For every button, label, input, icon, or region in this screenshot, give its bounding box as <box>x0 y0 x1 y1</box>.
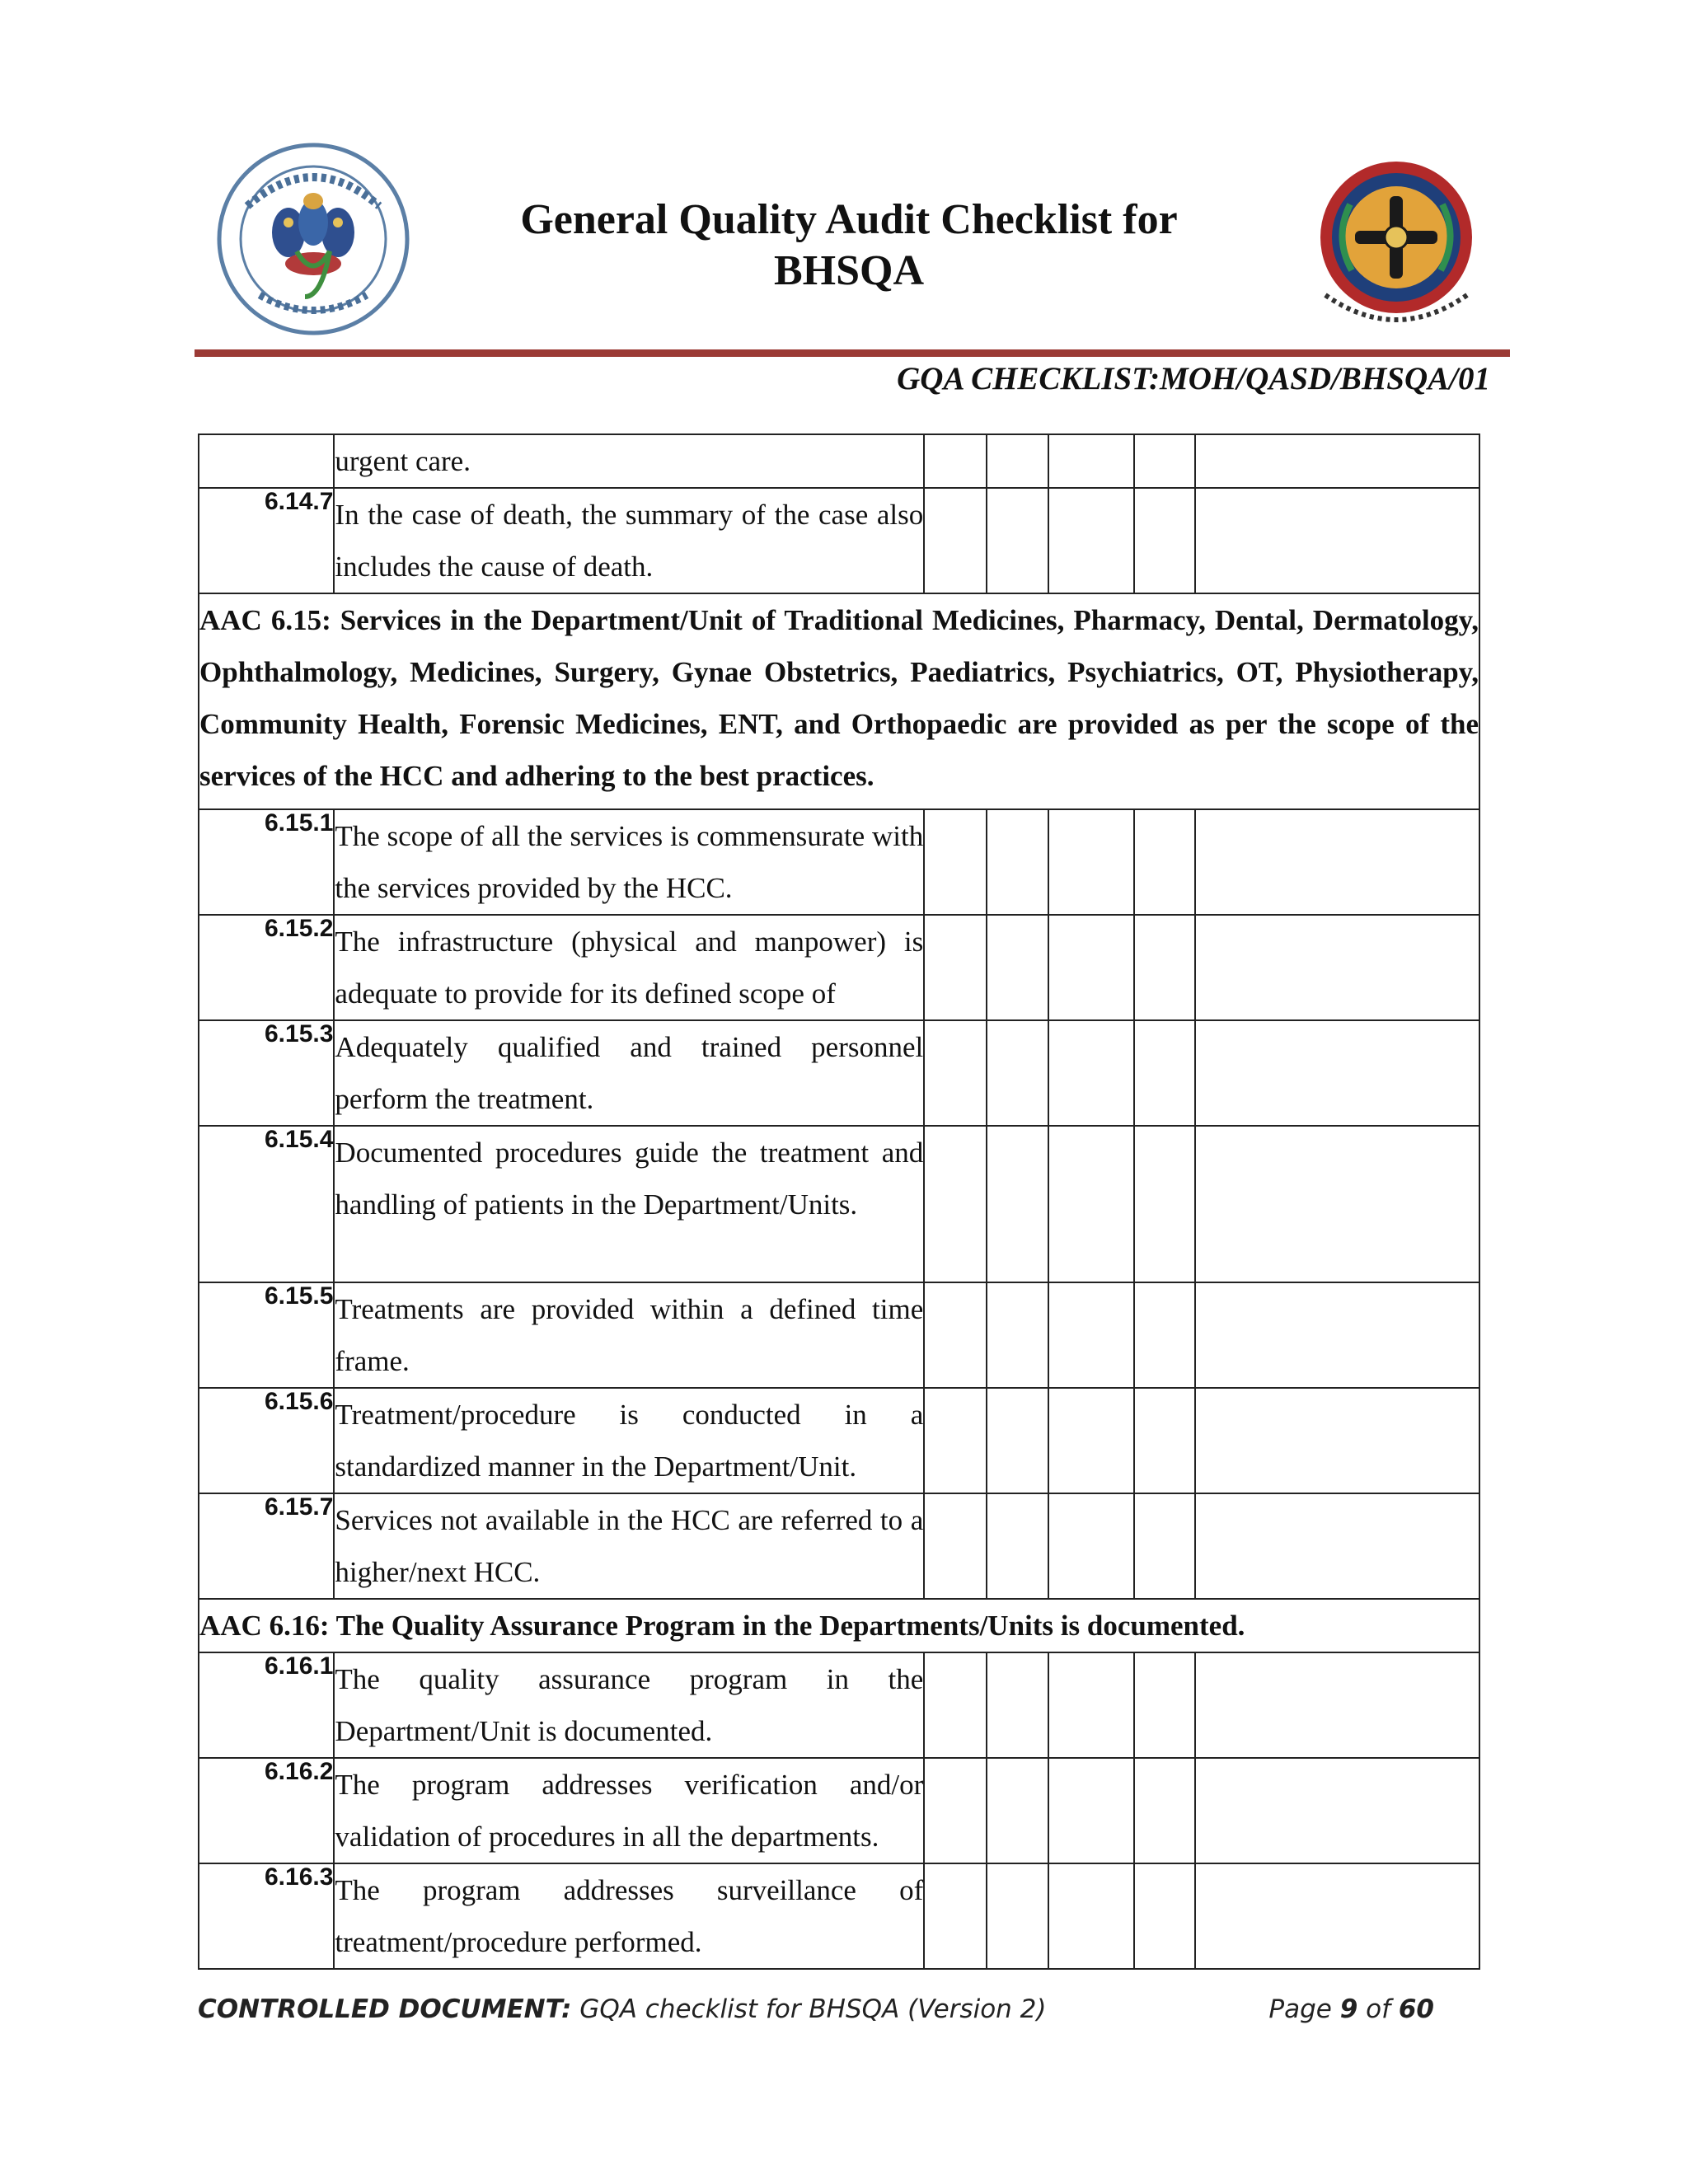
item-text: The infrastructure (physical and manpower) is adequate to provide for its defined scope of <box>334 915 924 1020</box>
checklist-table <box>198 434 1480 1970</box>
check-cell-2[interactable] <box>987 1493 1048 1599</box>
check-cell-3[interactable] <box>1048 1758 1134 1863</box>
remarks-cell[interactable] <box>1195 1020 1479 1126</box>
national-emblem-logo <box>1301 147 1492 338</box>
check-cell-4[interactable] <box>1134 1493 1195 1599</box>
item-text: urgent care. <box>334 434 924 488</box>
check-cell-1[interactable] <box>924 1863 987 1969</box>
check-cell-3[interactable] <box>1048 1652 1134 1758</box>
check-cell-1[interactable] <box>924 809 987 915</box>
item-text: The program addresses surveillance of treatment/procedure performed. <box>334 1863 924 1969</box>
footer-description: GQA checklist for BHSQA (Version 2) <box>571 1994 1047 2024</box>
check-cell-4[interactable] <box>1134 1282 1195 1388</box>
table-row <box>199 1493 1479 1599</box>
check-cell-1[interactable] <box>924 1493 987 1599</box>
check-cell-3[interactable] <box>1048 1388 1134 1493</box>
document-reference: GQA CHECKLIST:MOH/QASD/BHSQA/01 <box>897 361 1490 396</box>
table-row <box>199 1020 1479 1126</box>
check-cell-3[interactable] <box>1048 488 1134 593</box>
check-cell-4[interactable] <box>1134 1652 1195 1758</box>
page-word: Page <box>1268 1994 1340 2024</box>
remarks-cell[interactable] <box>1195 1652 1479 1758</box>
check-cell-3[interactable] <box>1048 915 1134 1020</box>
footer-controlled-document <box>198 1994 1046 2024</box>
table-row <box>199 1282 1479 1388</box>
section-heading: AAC 6.16: The Quality Assurance Program in the Departments/Units is documented. <box>199 1599 1479 1652</box>
footer-label: CONTROLLED DOCUMENT: <box>198 1994 572 2024</box>
check-cell-1[interactable] <box>924 1020 987 1126</box>
remarks-cell[interactable] <box>1195 1388 1479 1493</box>
page-total: 60 <box>1398 1994 1434 2024</box>
item-text: In the case of death, the summary of the case also includes the cause of death. <box>334 488 924 593</box>
check-cell-2[interactable] <box>987 1652 1048 1758</box>
item-text: The quality assurance program in the Department/Unit is documented. <box>334 1652 924 1758</box>
check-cell-1[interactable] <box>924 1282 987 1388</box>
item-text: Treatments are provided within a defined time frame. <box>334 1282 924 1388</box>
check-cell-2[interactable] <box>987 1126 1048 1282</box>
page-current: 9 <box>1339 1994 1358 2024</box>
item-number: 6.15.1 <box>199 809 334 915</box>
remarks-cell[interactable] <box>1195 915 1479 1020</box>
item-number: 6.15.4 <box>199 1126 334 1282</box>
item-text: The program addresses verification and/or validation of procedures in all the departments. <box>334 1758 924 1863</box>
item-number: 6.15.6 <box>199 1388 334 1493</box>
table-row <box>199 1652 1479 1758</box>
check-cell-2[interactable] <box>987 488 1048 593</box>
check-cell-3[interactable] <box>1048 1282 1134 1388</box>
check-cell-3[interactable] <box>1048 1863 1134 1969</box>
item-number: 6.16.3 <box>199 1863 334 1969</box>
item-number: 6.14.7 <box>199 488 334 593</box>
title-line-1: General Quality Audit Checklist for <box>520 196 1178 243</box>
table-row <box>199 809 1479 915</box>
remarks-cell[interactable] <box>1195 488 1479 593</box>
check-cell-4[interactable] <box>1134 809 1195 915</box>
check-cell-3[interactable] <box>1048 1126 1134 1282</box>
check-cell-2[interactable] <box>987 1020 1048 1126</box>
check-cell-1[interactable] <box>924 1758 987 1863</box>
check-cell-4[interactable] <box>1134 1126 1195 1282</box>
remarks-cell[interactable] <box>1195 1126 1479 1282</box>
check-cell-1[interactable] <box>924 488 987 593</box>
item-text: The scope of all the services is commensurate with the services provided by the HCC. <box>334 809 924 915</box>
item-text: Treatment/procedure is conducted in a standardized manner in the Department/Unit. <box>334 1388 924 1493</box>
check-cell-2[interactable] <box>987 809 1048 915</box>
item-number <box>199 434 334 488</box>
check-cell-2[interactable] <box>987 1388 1048 1493</box>
check-cell-1[interactable] <box>924 1126 987 1282</box>
check-cell-2[interactable] <box>987 1863 1048 1969</box>
check-cell-4[interactable] <box>1134 1758 1195 1863</box>
table-row <box>199 1758 1479 1863</box>
check-cell-2[interactable] <box>987 1282 1048 1388</box>
item-number: 6.15.5 <box>199 1282 334 1388</box>
check-cell-1[interactable] <box>924 434 987 488</box>
check-cell-1[interactable] <box>924 1388 987 1493</box>
remarks-cell[interactable] <box>1195 434 1479 488</box>
check-cell-1[interactable] <box>924 1652 987 1758</box>
item-text: Services not available in the HCC are referred to a higher/next HCC. <box>334 1493 924 1599</box>
checklist-body <box>199 434 1479 1969</box>
remarks-cell[interactable] <box>1195 1863 1479 1969</box>
page-of: of <box>1357 1994 1399 2024</box>
table-row <box>199 434 1479 488</box>
item-number: 6.16.2 <box>199 1758 334 1863</box>
check-cell-2[interactable] <box>987 915 1048 1020</box>
check-cell-4[interactable] <box>1134 434 1195 488</box>
table-row <box>199 915 1479 1020</box>
item-number: 6.15.7 <box>199 1493 334 1599</box>
table-row <box>199 1863 1479 1969</box>
check-cell-4[interactable] <box>1134 1388 1195 1493</box>
check-cell-3[interactable] <box>1048 434 1134 488</box>
check-cell-4[interactable] <box>1134 915 1195 1020</box>
ministry-seal-logo <box>214 140 412 338</box>
remarks-cell[interactable] <box>1195 1758 1479 1863</box>
item-number: 6.15.2 <box>199 915 334 1020</box>
check-cell-4[interactable] <box>1134 1020 1195 1126</box>
footer-page-number <box>1268 1994 1434 2024</box>
item-number: 6.15.3 <box>199 1020 334 1126</box>
section-heading-row <box>199 593 1479 809</box>
check-cell-3[interactable] <box>1048 1020 1134 1126</box>
remarks-cell[interactable] <box>1195 809 1479 915</box>
item-number: 6.16.1 <box>199 1652 334 1758</box>
item-text: Adequately qualified and trained personnel perform the treatment. <box>334 1020 924 1126</box>
check-cell-3[interactable] <box>1048 809 1134 915</box>
table-row <box>199 1126 1479 1282</box>
check-cell-4[interactable] <box>1134 488 1195 593</box>
table-row <box>199 1388 1479 1493</box>
item-text: Documented procedures guide the treatment and handling of patients in the Department/Units. <box>334 1126 924 1282</box>
remarks-cell[interactable] <box>1195 1493 1479 1599</box>
check-cell-3[interactable] <box>1048 1493 1134 1599</box>
remarks-cell[interactable] <box>1195 1282 1479 1388</box>
document-title <box>462 194 1236 297</box>
check-cell-4[interactable] <box>1134 1863 1195 1969</box>
check-cell-2[interactable] <box>987 1758 1048 1863</box>
section-heading: AAC 6.15: Services in the Department/Unit of Traditional Medicines, Pharmacy, Dental, Dermatology, Ophthalmology, Medicines, Surgery, Gynae Obstetrics, Paediatrics, Psychiatrics, OT, Physiotherapy, Community Health, Forensic Medicines, ENT, and Orthopaedic are provided as per the scope of the services of the HCC and adhering to the best practices. <box>199 593 1479 809</box>
title-line-2: BHSQA <box>773 247 925 294</box>
check-cell-2[interactable] <box>987 434 1048 488</box>
check-cell-1[interactable] <box>924 915 987 1020</box>
section-heading-row <box>199 1599 1479 1652</box>
table-row <box>199 488 1479 593</box>
